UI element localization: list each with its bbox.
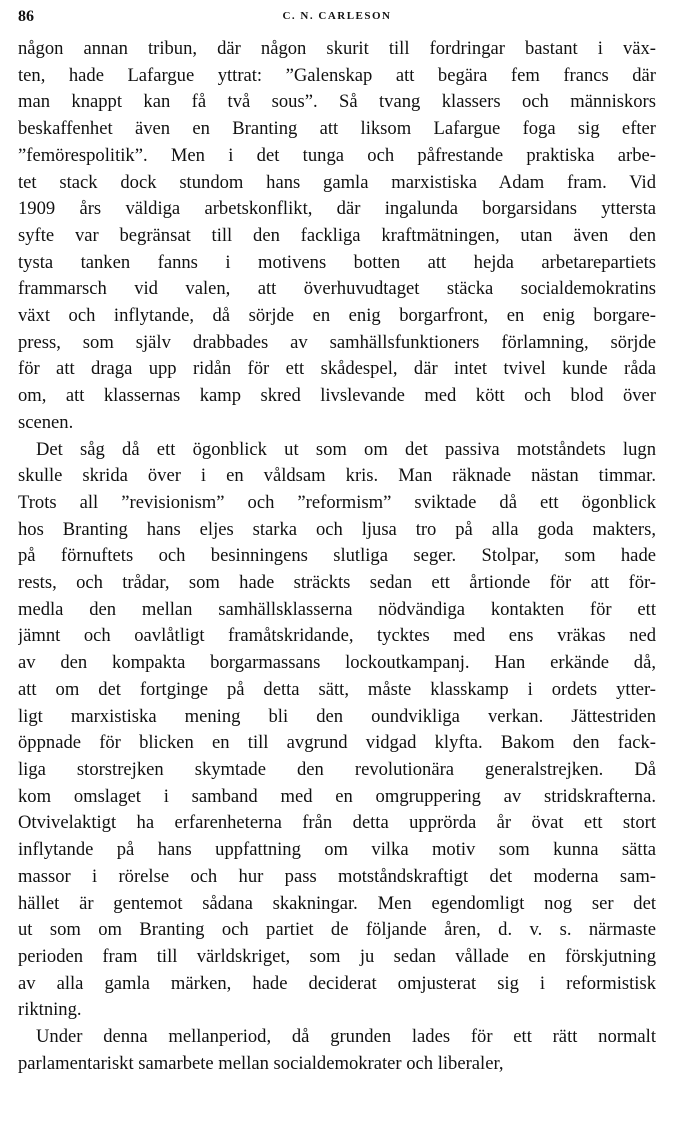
text-line: hället är gentemot sådana skakningar. Men egendomligt nog ser det (18, 892, 656, 914)
book-page (18, 6, 656, 1077)
text-line: någon annan tribun, där någon skurit till fordringar bastant i väx- (18, 38, 656, 59)
text-line: av den kompakta borgarmassans lockoutkampanj. Han erkände då, (18, 652, 656, 674)
text-line: liga storstrejken skymtade den revolutionära generalstrejken. Då (18, 758, 656, 780)
text-line: riktning. (18, 999, 82, 1021)
text-line: syfte var begränsat till den fackliga kraftmätningen, utan även den (18, 224, 656, 246)
running-header-author: C. N. CARLESON (282, 10, 392, 22)
text-line: på förnuftets och besinningens slutliga seger. Stolpar, som hade (18, 545, 656, 567)
text-line: att om det fortginge på detta sätt, måste klasskamp i ordets ytter- (18, 678, 656, 700)
running-header (18, 6, 656, 36)
page-number: 86 (18, 8, 34, 25)
text-line: massor i rörelse och hur pass motståndskraftigt det moderna sam- (18, 865, 656, 887)
text-line: ten, hade Lafargue yttrat: ”Galenskap att begära fem francs där (18, 64, 656, 86)
text-line: för att draga upp ridån för ett skådespel, där intet tvivel kunde råda (18, 358, 656, 380)
text-line: rests, och trådar, som hade sträckts sedan ett årtionde för att för- (18, 572, 656, 594)
text-line: ut som om Branting och partiet de följande åren, d. v. s. närmaste (18, 919, 656, 941)
text-line: ”femörespolitik”. Men i det tunga och påfrestande praktiska arbe- (18, 144, 656, 166)
text-line: scenen. (18, 411, 74, 433)
text-line: hos Branting hans eljes starka och ljusa tro på alla goda makters, (18, 518, 656, 540)
text-line: Det såg då ett ögonblick ut som om det passiva motståndets lugn (36, 438, 656, 460)
text-line: man knappt kan få två sous”. Så tvang klassers och människors (18, 91, 656, 113)
text-line: tysta tanken fanns i motivens botten att hejda arbetarepartiets (18, 251, 656, 273)
text-line: 1909 års väldiga arbetskonflikt, där ingalunda borgarsidans yttersta (18, 198, 656, 220)
text-line: kom omslaget i samband med en omgruppering av stridskrafterna. (18, 785, 656, 807)
text-line: tet stack dock stundom hans gamla marxistiska Adam fram. Vid (18, 171, 656, 193)
text-line: frammarsch vid valen, att överhuvudtaget stäcka socialdemokratins (18, 278, 656, 300)
text-line: om, att klassernas kamp skred livslevande med kött och blod över (18, 385, 656, 407)
text-line: perioden fram till världskriget, som ju sedan vållade en förskjutning (18, 945, 656, 967)
text-line: ligt marxistiska mening bli den oundvikliga verkan. Jättestriden (18, 705, 656, 727)
text-line: beskaffenhet även en Branting att liksom Lafargue foga sig efter (18, 118, 656, 140)
text-line: växt och inflytande, då sörjde en enig borgarfront, en enig borgare- (18, 305, 656, 327)
text-line: medla den mellan samhällsklasserna nödvändiga kontakten för ett (18, 598, 656, 620)
paragraph (18, 1024, 656, 1077)
text-line: av alla gamla märken, hade deciderat omjusterat sig i reformistisk (18, 972, 656, 994)
text-line: Under denna mellanperiod, då grunden lades för ett rätt normalt (36, 1026, 656, 1048)
paragraph (18, 36, 656, 437)
text-line: Trots all ”revisionism” och ”reformism” sviktade då ett ögonblick (18, 491, 656, 513)
text-line: skulle skrida över i en våldsam kris. Man räknade nästan timmar. (18, 465, 656, 487)
body-text (18, 36, 656, 1077)
text-line: Otvivelaktigt ha erfarenheterna från detta upprörda år övat ett stort (18, 812, 656, 834)
paragraph (18, 437, 656, 1024)
text-line: jämnt och oavlåtligt framåtskridande, tycktes med ens vräkas ned (18, 625, 656, 647)
text-line: inflytande på hans uppfattning om vilka motiv som kunna sätta (18, 839, 656, 861)
text-line: press, som själv drabbades av samhällsfunktioners förlamning, sörjde (18, 331, 656, 353)
text-line: öppnade för blicken en till avgrund vidgad klyfta. Bakom den fack- (18, 732, 656, 754)
text-line: parlamentariskt samarbete mellan socialdemokrater och liberaler, (18, 1052, 504, 1074)
